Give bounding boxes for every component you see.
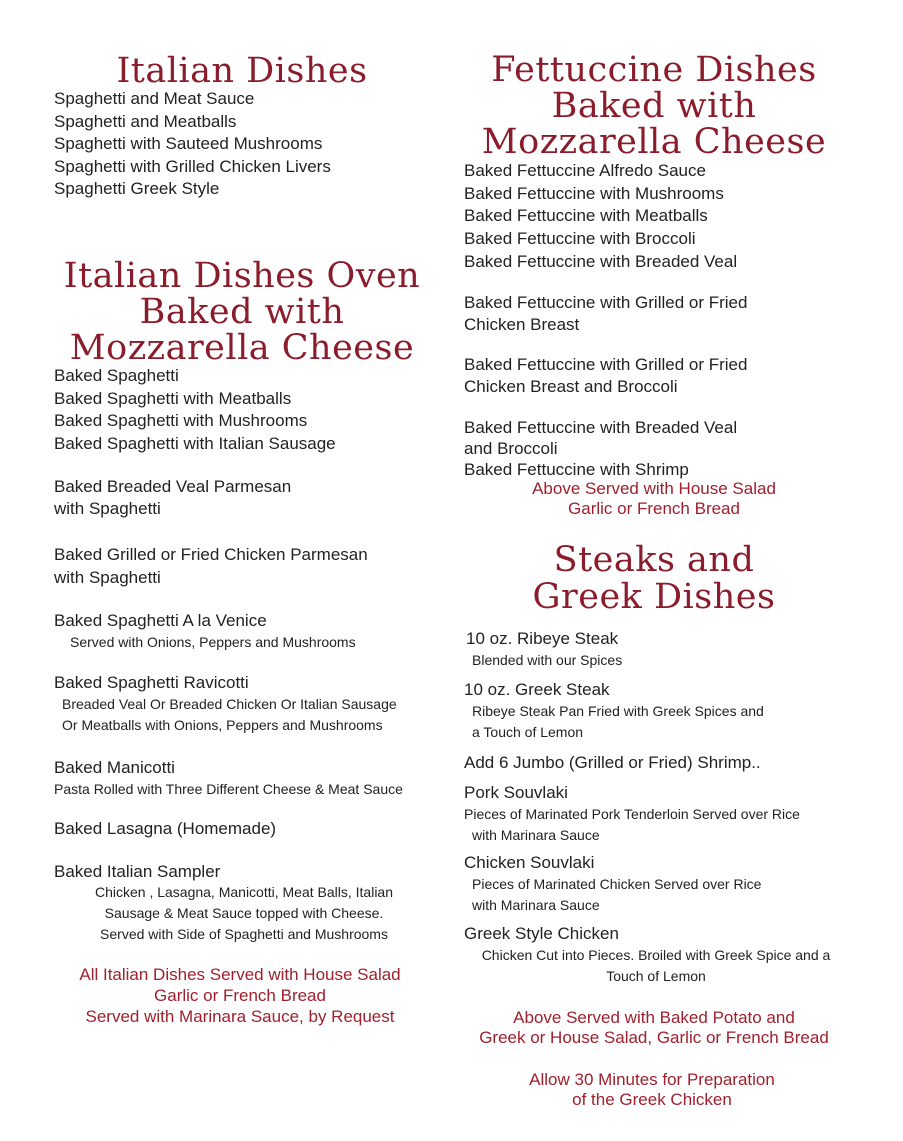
menu-item: Baked Fettuccine with Breaded Veal <box>464 251 738 271</box>
menu-item: Spaghetti and Meat Sauce <box>54 89 255 108</box>
menu-item: Spaghetti with Grilled Chicken Livers <box>54 156 331 176</box>
fettuccine-title-line: Baked with <box>551 86 757 126</box>
menu-item: Baked Fettuccine with Breaded Veal <box>464 418 738 437</box>
menu-item: with Spaghetti <box>54 499 161 518</box>
note-line: Above Served with Baked Potato and <box>513 1008 795 1027</box>
menu-item: Baked Fettuccine with Grilled or Fried <box>464 293 748 312</box>
menu-item-desc: Pieces of Marinated Chicken Served over Rice <box>472 876 762 892</box>
steaks-note <box>434 1008 874 1048</box>
greek-steak <box>464 679 764 743</box>
menu-item-desc: with Marinara Sauce <box>472 827 600 843</box>
fettuccine-title <box>464 52 844 160</box>
oven-baked-title-line: Mozzarella Cheese <box>69 328 415 368</box>
note-line: Allow 30 Minutes for Preparation <box>529 1070 775 1089</box>
greek-chicken-desc <box>464 945 848 987</box>
menu-item-desc: with Marinara Sauce <box>472 897 600 913</box>
chicken-souvlaki <box>464 852 761 916</box>
menu-item: Baked Grilled or Fried Chicken Parmesan <box>54 545 368 564</box>
menu-item: Baked Fettuccine with Meatballs <box>464 206 708 226</box>
menu-item: Pork Souvlaki <box>464 783 568 802</box>
menu-item-desc: Breaded Veal Or Breaded Chicken Or Italian Sausage <box>62 696 397 712</box>
menu-item: Baked Fettuccine with Mushrooms <box>464 183 724 203</box>
greek-chicken-note <box>452 1070 852 1110</box>
ravicotti <box>54 672 397 736</box>
menu-item: Baked Fettuccine with Shrimp <box>464 460 689 479</box>
steaks-title-line: Greek Dishes <box>532 577 776 617</box>
menu-item: with Spaghetti <box>54 568 161 587</box>
ribeye <box>466 628 622 671</box>
oven-baked-title-line: Baked with <box>139 292 345 332</box>
oven-baked-list <box>54 365 336 455</box>
menu-item: Baked Spaghetti <box>54 366 179 385</box>
menu-item-desc: Or Meatballs with Onions, Peppers and Mushrooms <box>62 717 383 733</box>
menu-item-desc: Chicken , Lasagna, Manicotti, Meat Balls, Italian <box>94 884 394 900</box>
menu-item: Chicken Souvlaki <box>464 853 595 872</box>
oven-baked-title <box>54 258 430 366</box>
menu-item-desc: Touch of Lemon <box>606 968 706 984</box>
menu-item: Chicken Breast <box>464 315 580 334</box>
steaks-title-line: Steaks and <box>553 540 755 580</box>
menu-item-desc: Pasta Rolled with Three Different Cheese & Meat Sauce <box>54 781 403 797</box>
menu-item: Baked Fettuccine Alfredo Sauce <box>464 161 706 180</box>
menu-item: Baked Breaded Veal Parmesan <box>54 477 292 496</box>
steaks-title <box>464 542 844 616</box>
greek-chicken <box>464 923 619 945</box>
fettuccine-grilled <box>464 292 747 336</box>
menu-item: Baked Manicotti <box>54 758 175 777</box>
italian-note <box>40 964 440 1027</box>
note-line: All Italian Dishes Served with House Salad <box>79 965 401 984</box>
venice <box>54 610 356 653</box>
fettuccine-note <box>454 479 854 519</box>
menu-item: Baked Fettuccine with Broccoli <box>464 229 696 249</box>
lasagna: Baked Lasagna (Homemade) <box>54 819 277 838</box>
fettuccine-title-line: Mozzarella Cheese <box>481 122 827 162</box>
note-line: Served with Marinara Sauce, by Request <box>85 1007 395 1026</box>
fettuccine-list <box>464 160 737 274</box>
menu-item-desc: Sausage & Meat Sauce topped with Cheese. <box>104 905 384 921</box>
menu-item-desc: a Touch of Lemon <box>472 724 584 740</box>
menu-item-desc: Served with Onions, Peppers and Mushrooms <box>70 634 356 650</box>
sampler <box>54 861 220 883</box>
italian-dishes-list <box>54 88 331 201</box>
chicken-parmesan <box>54 543 368 589</box>
note-line: Garlic or French Bread <box>154 986 326 1005</box>
fettuccine-veal-broccoli <box>464 417 737 480</box>
menu-item-desc: Ribeye Steak Pan Fried with Greek Spices and <box>472 703 764 719</box>
note-line: of the Greek Chicken <box>572 1090 732 1109</box>
fettuccine-grilled-broccoli <box>464 354 747 398</box>
menu-item: Baked Spaghetti with Meatballs <box>54 388 292 408</box>
add-shrimp: Add 6 Jumbo (Grilled or Fried) Shrimp.. <box>464 753 761 772</box>
menu-item: Baked Spaghetti A la Venice <box>54 611 267 630</box>
menu-item-desc: Served with Side of Spaghetti and Mushrooms <box>100 926 388 942</box>
pork-souvlaki <box>464 782 800 846</box>
oven-baked-title-line: Italian Dishes Oven <box>63 256 421 296</box>
menu-item: Baked Spaghetti Ravicotti <box>54 673 249 692</box>
note-line: Garlic or French Bread <box>568 499 740 518</box>
menu-item: Baked Spaghetti with Italian Sausage <box>54 433 336 453</box>
menu-item: Baked Spaghetti with Mushrooms <box>54 411 308 430</box>
menu-item: Chicken Breast and Broccoli <box>464 377 678 396</box>
menu-item: and Broccoli <box>464 439 558 458</box>
manicotti <box>54 757 403 800</box>
fettuccine-title-line: Fettuccine Dishes <box>491 50 817 90</box>
menu-item: Spaghetti Greek Style <box>54 179 220 198</box>
veal-parmesan <box>54 476 291 520</box>
menu-item: Greek Style Chicken <box>464 924 619 943</box>
menu-item: Baked Fettuccine with Grilled or Fried <box>464 355 748 374</box>
menu-item-desc: Blended with our Spices <box>472 652 623 668</box>
italian-dishes-title: Italian Dishes <box>116 51 368 91</box>
menu-item: 10 oz. Greek Steak <box>464 680 610 699</box>
sampler-desc <box>74 882 414 945</box>
menu-item: Spaghetti and Meatballs <box>54 111 237 131</box>
note-line: Greek or House Salad, Garlic or French Bread <box>479 1028 829 1047</box>
menu-item-desc: Chicken Cut into Pieces. Broiled with Greek Spice and a <box>481 947 831 963</box>
menu-item: Baked Italian Sampler <box>54 862 221 881</box>
menu-item: Spaghetti with Sauteed Mushrooms <box>54 134 323 153</box>
menu-item: 10 oz. Ribeye Steak <box>466 629 619 648</box>
menu-item-desc: Pieces of Marinated Pork Tenderloin Served over Rice <box>464 806 800 822</box>
note-line: Above Served with House Salad <box>532 479 776 498</box>
